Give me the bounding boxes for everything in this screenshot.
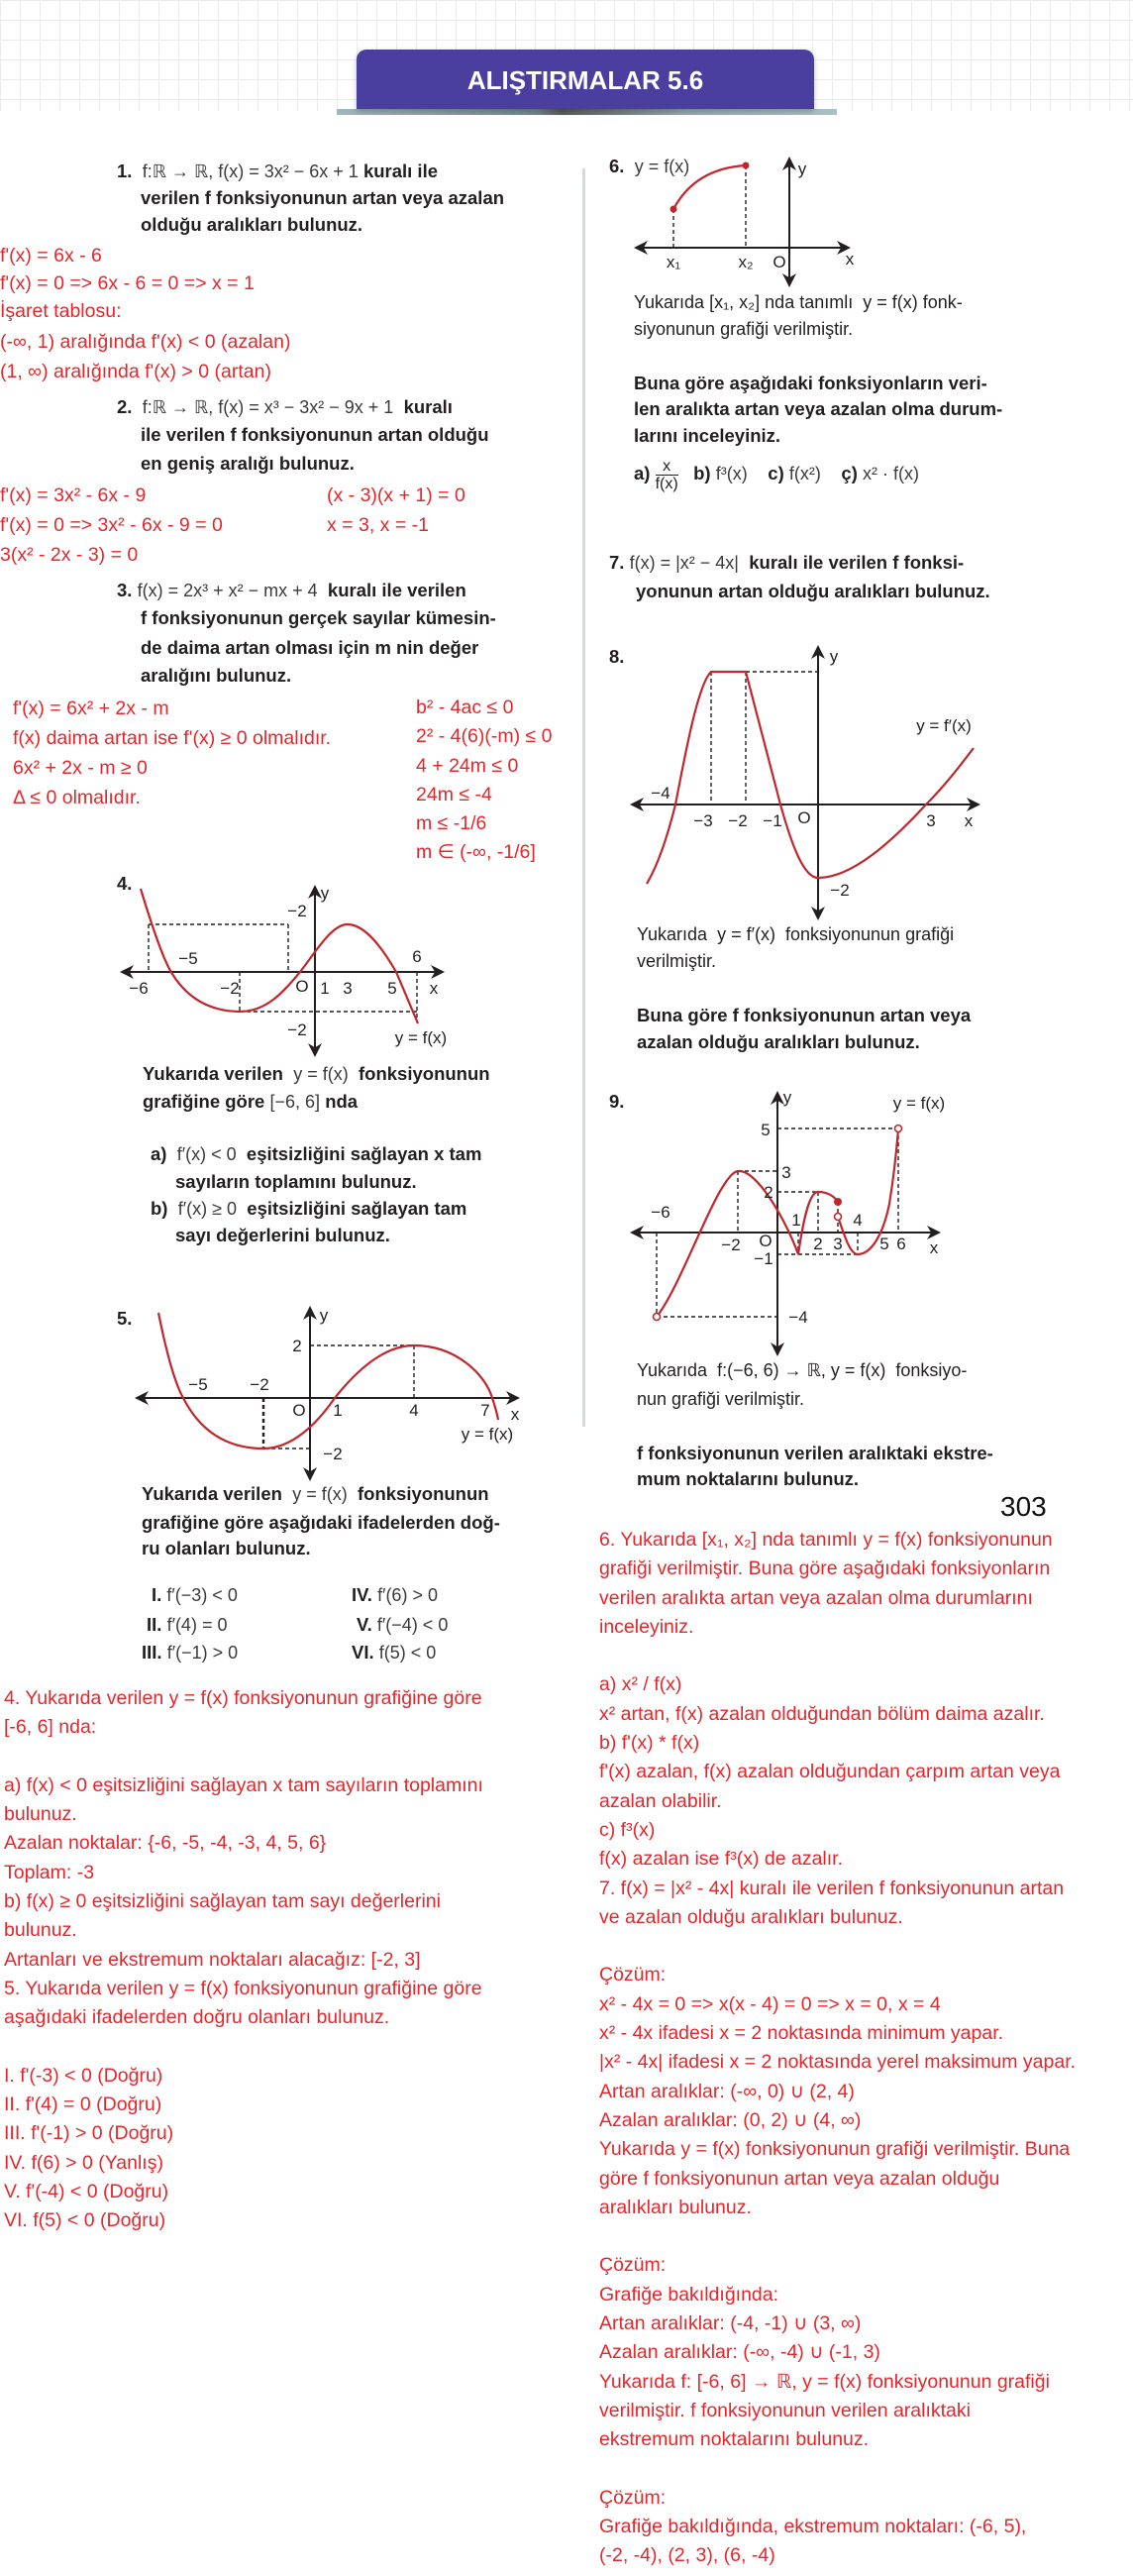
x-tick: −5 xyxy=(178,949,198,968)
interval: [−6, 6] xyxy=(269,1092,321,1112)
annotation-line: II. f'(4) = 0 (Doğru) xyxy=(4,2093,162,2116)
x-axis-label: x xyxy=(929,1238,939,1257)
q2-formula: f:ℝ → ℝ, f(x) = x³ − 3x² − 9x + 1 xyxy=(142,397,394,417)
option-cc-expr: x² · f(x) xyxy=(863,464,919,483)
q4-part-b-2: sayı değerlerini bulunuz. xyxy=(175,1225,390,1245)
text: Yukarıda verilen xyxy=(142,1483,282,1504)
annotation-line: f(x) daima artan ise f'(x) ≥ 0 olmalıdır. xyxy=(13,727,332,749)
q5-item xyxy=(352,1584,438,1606)
y-tick: −1 xyxy=(754,1249,773,1268)
option-a-fraction xyxy=(656,458,678,492)
annotation-line: (-2, -4), (2, 3), (6, -4) xyxy=(599,2544,775,2567)
y-label-bottom: −2 xyxy=(287,1020,307,1039)
annotation-q3-right xyxy=(416,694,552,868)
q8-graph xyxy=(624,644,990,921)
annotation-line: f'(x) = 0 => 3x² - 6x - 9 = 0 xyxy=(0,514,223,536)
q3-number: 3. xyxy=(117,580,133,600)
annotation-line: m ≤ -1/6 xyxy=(416,812,487,835)
q4-text-2 xyxy=(143,1091,358,1113)
x-tick: −3 xyxy=(693,811,713,830)
q2-line-1 xyxy=(117,396,453,418)
q6-text-2: siyonunun grafiği verilmiştir. xyxy=(634,319,854,339)
x-tick: 3 xyxy=(926,811,936,830)
q1-line-2: verilen f fonksiyonunun artan veya azalan xyxy=(141,187,505,208)
annotation-line: Çözüm: xyxy=(599,2254,667,2277)
y-tick: 2 xyxy=(764,1183,773,1202)
annotation-line: f'(x) = 0 => 6x - 6 = 0 => x = 1 xyxy=(0,272,255,294)
formula: f′(x) ≥ 0 xyxy=(177,1199,238,1219)
text: kuralı ile verilen f fonksi- xyxy=(749,552,965,573)
annotation-line: f'(x) = 3x² - 6x - 9 xyxy=(0,484,147,506)
page-number: 303 xyxy=(1000,1491,1047,1522)
x-tick: 5 xyxy=(879,1234,889,1253)
annotation-line: Artanları ve ekstremum noktaları alacağız: [-2, 3] xyxy=(4,1948,421,1971)
x-tick: −2 xyxy=(220,979,240,998)
q2-line-2: ile verilen f fonksiyonunun artan olduğu xyxy=(141,424,489,445)
annotation-line: b) f'(x) * f(x) xyxy=(599,1732,700,1755)
origin-label: O xyxy=(772,253,786,271)
text: fonksiyonunun grafiği xyxy=(784,924,955,944)
guide-lines xyxy=(673,165,746,248)
column-divider xyxy=(582,168,585,1427)
function-curve xyxy=(673,165,746,209)
annotation-line: göre f fonksiyonunun artan veya azalan olduğu xyxy=(599,2167,1000,2190)
derivative-curve xyxy=(647,672,974,884)
annotation-line: 4. Yukarıda verilen y = f(x) fonksiyonunun grafiğine göre xyxy=(4,1687,482,1709)
annotation-line: grafiği verilmiştir. Buna göre aşağıdaki fonksiyonların xyxy=(599,1557,1051,1580)
annotation-line: VI. f(5) < 0 (Doğru) xyxy=(4,2209,166,2232)
annotation-line: Toplam: -3 xyxy=(4,1861,95,1883)
annotation-line xyxy=(4,1743,483,1771)
open-endpoint xyxy=(654,1314,661,1321)
q8-text-1 xyxy=(637,923,954,945)
q4-part-b xyxy=(151,1198,466,1220)
x-tick: 3 xyxy=(343,979,353,998)
y-tick: 3 xyxy=(781,1163,791,1182)
q8-text-2: verilmiştir. xyxy=(637,951,716,971)
q5-number: 5. xyxy=(117,1308,133,1329)
q6-bold-2: len aralıkta artan veya azalan olma durum- xyxy=(634,398,1003,419)
numerator: x xyxy=(663,457,671,475)
header-underline xyxy=(337,109,837,115)
q3-text: kuralı ile verilen xyxy=(327,580,466,600)
q6-number: 6. xyxy=(609,156,625,176)
q5-text-1 xyxy=(142,1483,489,1505)
q8-bold-2: azalan olduğu aralıkları bulunuz. xyxy=(637,1031,920,1052)
formula: f:(−6, 6) → ℝ, y = f(x) xyxy=(717,1360,886,1380)
annotation-line: Artan aralıklar: (-4, -1) ∪ (3, ∞) xyxy=(599,2312,862,2335)
text: fonk- xyxy=(922,292,963,312)
annotation-line xyxy=(599,2222,1076,2251)
q9-number: 9. xyxy=(609,1091,625,1112)
curve-label: y = f(x) xyxy=(634,157,690,176)
option-c-expr: f(x²) xyxy=(788,464,821,483)
y-axis-label: y xyxy=(782,1088,792,1107)
x-axis-label: x xyxy=(845,250,855,268)
x-tick: −2 xyxy=(250,1375,269,1394)
annotation-line: b) f(x) ≥ 0 eşitsizliğini sağlayan tam sayı değerlerini xyxy=(4,1890,441,1913)
x-tick: −6 xyxy=(651,1203,670,1222)
q6-bold-3: larını inceleyiniz. xyxy=(634,425,781,446)
denominator: f(x) xyxy=(655,475,678,492)
item-expr: f′(−3) < 0 xyxy=(166,1585,238,1605)
item-expr: f′(6) > 0 xyxy=(377,1585,438,1605)
annotation-line: 5. Yukarıda verilen y = f(x) fonksiyonunun grafiğine göre xyxy=(4,1977,482,1999)
origin-label: O xyxy=(295,977,309,996)
annotation-line: Azalan aralıklar: (-∞, -4) ∪ (-1, 3) xyxy=(599,2341,880,2364)
annotation-line: c) f³(x) xyxy=(599,1818,656,1841)
text: fonksiyo- xyxy=(895,1360,968,1380)
q5-item xyxy=(142,1642,238,1664)
annotation-line: f'(x) azalan, f(x) azalan olduğundan çarpım artan veya xyxy=(599,1761,1061,1783)
x-tick: −1 xyxy=(763,811,782,830)
annotation-line: verilen aralıkta artan veya azalan olma durumlarını xyxy=(599,1586,1033,1609)
annotation-line: x² artan, f(x) azalan olduğundan bölüm daima azalır. xyxy=(599,1702,1045,1725)
y-tick: −4 xyxy=(788,1308,808,1327)
annotation-line: bulunuz. xyxy=(4,1919,77,1942)
annotation-line: Yukarıda y = f(x) fonksiyonunun grafiği verilmiştir. Buna xyxy=(599,2138,1071,2161)
annotation-line: x² - 4x = 0 => x(x - 4) = 0 => x = 0, x = 4 xyxy=(599,1992,941,2015)
x-tick: 2 xyxy=(813,1234,823,1253)
y-tick: 2 xyxy=(292,1337,302,1355)
q5-graph xyxy=(129,1303,545,1481)
annotation-line: (x - 3)(x + 1) = 0 xyxy=(327,484,465,506)
item-number: III. xyxy=(142,1642,162,1663)
annotation-line: 6x² + 2x - m ≥ 0 xyxy=(13,757,148,779)
formula: y = f(x) xyxy=(863,292,918,312)
q7-line-1 xyxy=(609,552,964,574)
text: Yukarıda xyxy=(637,924,708,944)
annotation-bottom-left xyxy=(4,1684,483,2236)
annotation-line: Çözüm: xyxy=(599,1964,667,1986)
annotation-line: azalan olabilir. xyxy=(599,1789,722,1812)
annotation-line: (1, ∞) aralığında f'(x) > 0 (artan) xyxy=(0,361,271,382)
x-tick: 1 xyxy=(791,1211,801,1230)
x-tick: 1 xyxy=(320,979,330,998)
endpoint xyxy=(670,206,677,213)
text: fonksiyonunun xyxy=(358,1483,489,1504)
annotation-line: III. f'(-1) > 0 (Doğru) xyxy=(4,2122,174,2145)
y-axis-label: y xyxy=(829,647,839,666)
annotation-line: Grafiğe bakıldığında: xyxy=(599,2283,779,2306)
annotation-line: m ∈ (-∞, -1/6] xyxy=(416,841,536,864)
origin-label: O xyxy=(797,808,811,827)
option-cc-label: ç) xyxy=(841,463,858,483)
annotation-line: f'(x) = 6x - 6 xyxy=(0,245,102,267)
q7-number: 7. xyxy=(609,552,625,573)
annotation-line: Artan aralıklar: (-∞, 0) ∪ (2, 4) xyxy=(599,2080,855,2102)
label: a) xyxy=(151,1143,167,1164)
endpoint xyxy=(743,162,750,169)
annotation-line xyxy=(599,2455,1076,2484)
annotation-q2-left xyxy=(0,481,223,570)
annotation-line: aşağıdaki ifadelerden doğru olanları bulunuz. xyxy=(4,2006,390,2029)
curve-label: y = f(x) xyxy=(892,1094,946,1113)
q4-part-a xyxy=(151,1143,481,1165)
annotation-line: Δ ≤ 0 olmalıdır. xyxy=(13,787,141,808)
annotation-line: 6. Yukarıda [x₁, x₂] nda tanımlı y = f(x) fonksiyonunun xyxy=(599,1529,1053,1551)
annotation-line: ve azalan olduğu aralıkları bulunuz. xyxy=(599,1905,903,1928)
annotation-q1-left xyxy=(0,242,255,325)
q4-text-1 xyxy=(143,1063,490,1085)
annotation-line: Azalan aralıklar: (0, 2) ∪ (4, ∞) xyxy=(599,2108,862,2131)
annotation-line: 2² - 4(6)(-m) ≤ 0 xyxy=(416,725,553,748)
item-number: IV. xyxy=(352,1584,372,1605)
text: Yukarıda xyxy=(637,1360,708,1380)
annotation-line: (-∞, 1) aralığında f'(x) < 0 (azalan) xyxy=(0,331,291,353)
text: Yukarıda xyxy=(634,292,705,312)
x-tick: 3 xyxy=(833,1234,843,1253)
q5-item xyxy=(147,1614,227,1636)
x-tick: 4 xyxy=(409,1401,419,1420)
annotation-line xyxy=(4,2033,483,2062)
x-tick: 6 xyxy=(896,1234,906,1253)
annotation-line: x² - 4x ifadesi x = 2 noktasında minimum yapar. xyxy=(599,2022,1004,2045)
origin-label: O xyxy=(292,1401,306,1420)
annotation-line xyxy=(599,1932,1076,1961)
curve-label: y = f(x) xyxy=(461,1425,514,1444)
text: eşitsizliğini sağlayan tam xyxy=(247,1198,467,1219)
option-b-expr: f³(x) xyxy=(715,464,748,483)
option-b-label: b) xyxy=(693,463,711,483)
annotation-line xyxy=(599,1642,1076,1670)
x-tick: 4 xyxy=(853,1211,863,1230)
y-label-top: −2 xyxy=(287,902,307,920)
x-tick: 5 xyxy=(387,979,397,998)
text: eşitsizliğini sağlayan x tam xyxy=(246,1143,482,1164)
q5-text-2: grafiğine göre aşağıdaki ifadelerden doğ- xyxy=(142,1512,500,1533)
item-number: VI. xyxy=(352,1642,374,1663)
q2-text: kuralı xyxy=(403,396,453,417)
q6-text-1 xyxy=(634,291,963,313)
annotation-line: 24m ≤ -4 xyxy=(416,783,492,805)
annotation-q1-right xyxy=(0,327,290,386)
q2-line-3: en geniş aralığı bulunuz. xyxy=(141,453,355,474)
option-c-label: c) xyxy=(768,463,784,483)
option-a-label: a) xyxy=(634,463,651,483)
formula: y = f(x) xyxy=(293,1064,349,1084)
q3-line-4: aralığını bulunuz. xyxy=(141,665,292,686)
formula: y = f(x) xyxy=(292,1484,348,1504)
annotation-line: a) f(x) < 0 eşitsizliğini sağlayan x tam sayıların toplamını xyxy=(4,1773,483,1796)
item-expr: f′(−4) < 0 xyxy=(376,1615,449,1635)
annotation-q2-right xyxy=(327,481,465,540)
annotation-line: Azalan noktalar: {-6, -5, -4, -3, 4, 5, 6} xyxy=(4,1832,327,1855)
item-expr: f′(−1) > 0 xyxy=(166,1643,239,1663)
open-endpoint xyxy=(895,1126,902,1132)
q1-text: kuralı ile xyxy=(362,161,439,181)
annotation-line: Yukarıda f: [-6, 6] → ℝ, y = f(x) fonksiyonunun grafiği xyxy=(599,2370,1050,2393)
q3-formula: f(x) = 2x³ + x² − mx + 4 xyxy=(137,581,318,600)
q4-graph xyxy=(99,877,495,1060)
annotation-q3-left xyxy=(13,694,331,812)
q9-bold-1: f fonksiyonunun verilen aralıktaki ekstre- xyxy=(637,1443,993,1463)
q5-item xyxy=(352,1642,436,1664)
item-number: V. xyxy=(357,1614,372,1635)
y-tick: −2 xyxy=(323,1445,343,1463)
x-tick: −2 xyxy=(721,1235,741,1254)
annotation-line: Çözüm: xyxy=(599,2486,667,2509)
annotation-line: İşaret tablosu: xyxy=(0,300,122,322)
item-expr: f′(4) = 0 xyxy=(166,1615,228,1635)
annotation-line: V. f'(-4) < 0 (Doğru) xyxy=(4,2181,169,2203)
q1-number: 1. xyxy=(117,161,133,181)
annotation-line: 3(x² - 2x - 3) = 0 xyxy=(0,544,139,566)
y-axis-label: y xyxy=(320,884,330,903)
x-tick: −5 xyxy=(188,1375,208,1394)
annotation-line: IV. f(6) > 0 (Yanlış) xyxy=(4,2151,163,2174)
x-tick: 1 xyxy=(333,1401,343,1420)
annotation-line: I. f'(-3) < 0 (Doğru) xyxy=(4,2064,163,2087)
annotation-line: ekstremum noktalarını bulunuz. xyxy=(599,2428,870,2451)
annotation-line: aralıkları bulunuz. xyxy=(599,2196,752,2218)
q6-bold-1: Buna göre aşağıdaki fonksiyonların veri- xyxy=(634,373,987,393)
item-number: I. xyxy=(152,1584,162,1605)
open-point xyxy=(835,1214,842,1221)
text: grafiğine göre xyxy=(143,1091,265,1112)
annotation-line: x = 3, x = -1 xyxy=(327,514,429,536)
annotation-line: 4 + 24m ≤ 0 xyxy=(416,754,519,777)
q3-line-2: f fonksiyonunun gerçek sayılar kümesin- xyxy=(141,607,496,628)
q6-graph xyxy=(624,149,862,287)
y-axis-label: y xyxy=(319,1306,329,1325)
q4-number: 4. xyxy=(117,873,133,894)
function-curve xyxy=(158,1313,498,1449)
annotation-line: inceleyiniz. xyxy=(599,1615,694,1638)
interval: [x₁, x₂] xyxy=(709,292,761,312)
x-axis-label: x xyxy=(429,979,439,998)
q8-number: 8. xyxy=(609,646,625,667)
formula: y = f′(x) xyxy=(717,924,775,944)
q3-line-3: de daima artan olması için m nin değer xyxy=(141,637,479,658)
q5-text-3: ru olanları bulunuz. xyxy=(142,1538,311,1558)
y-tick: 5 xyxy=(761,1121,771,1139)
closed-point xyxy=(834,1198,842,1206)
curve-label: y = f′(x) xyxy=(916,716,972,735)
q9-text-1 xyxy=(637,1359,967,1381)
annotation-line: 7. f(x) = |x² - 4x| kuralı ile verilen f fonksiyonunun artan xyxy=(599,1877,1065,1899)
guide-lines xyxy=(711,672,818,805)
q4-part-a-2: sayıların toplamını bulunuz. xyxy=(175,1171,417,1192)
q9-bold-2: mum noktalarını bulunuz. xyxy=(637,1468,860,1489)
q1-formula: f:ℝ → ℝ, f(x) = 3x² − 6x + 1 xyxy=(142,161,359,181)
x-axis-label: x xyxy=(510,1405,520,1424)
x-tick: −4 xyxy=(651,784,670,803)
item-expr: f(5) < 0 xyxy=(378,1643,437,1663)
item-number: II. xyxy=(147,1614,162,1635)
x2-label: x₂ xyxy=(738,253,754,271)
y-tick: −2 xyxy=(830,881,850,900)
section-title-banner xyxy=(357,50,814,109)
q2-number: 2. xyxy=(117,396,133,417)
q1-line-1 xyxy=(117,161,438,182)
formula: f′(x) < 0 xyxy=(176,1144,237,1164)
q5-item xyxy=(152,1584,238,1606)
annotation-line: b² - 4ac ≤ 0 xyxy=(416,697,514,718)
q6-options xyxy=(634,456,919,492)
annotation-line: f(x) azalan ise f³(x) de azalır. xyxy=(599,1848,843,1871)
q9-text-2: nun grafiği verilmiştir. xyxy=(637,1389,805,1409)
annotation-line: verilmiştir. f fonksiyonunun verilen aralıktaki xyxy=(599,2399,971,2421)
q5-item xyxy=(357,1614,448,1636)
annotation-line: f'(x) = 6x² + 2x - m xyxy=(13,698,169,719)
origin-label: O xyxy=(759,1232,772,1250)
q1-line-3: olduğu aralıkları bulunuz. xyxy=(141,214,363,235)
q8-bold-1: Buna göre f fonksiyonunun artan veya xyxy=(637,1005,972,1025)
annotation-line: |x² - 4x| ifadesi x = 2 noktasında yerel maksimum yapar. xyxy=(599,2051,1077,2074)
annotation-bottom-right xyxy=(599,1526,1076,2571)
q7-line-2: yonunun artan olduğu aralıkları bulunuz. xyxy=(636,581,990,601)
x1-label: x₁ xyxy=(666,253,681,271)
text: nda tanımlı xyxy=(765,292,854,312)
q9-graph xyxy=(624,1085,951,1357)
curve-label: y = f(x) xyxy=(394,1028,448,1047)
annotation-line: Grafiğe bakıldığında, ekstremum noktaları: (-6, 5), xyxy=(599,2516,1027,2538)
x-tick: −6 xyxy=(129,979,149,998)
annotation-line: [-6, 6] nda: xyxy=(4,1716,97,1739)
x-tick: 6 xyxy=(412,947,422,966)
q3-line-1 xyxy=(117,580,466,601)
x-tick: 7 xyxy=(480,1401,490,1420)
q7-formula: f(x) = |x² − 4x| xyxy=(629,553,739,573)
x-tick: −2 xyxy=(728,811,748,830)
annotation-line: a) x² / f(x) xyxy=(599,1673,682,1696)
label: b) xyxy=(151,1198,168,1219)
text: nda xyxy=(325,1091,359,1112)
text: Yukarıda verilen xyxy=(143,1063,283,1084)
y-axis-label: y xyxy=(797,160,807,178)
section-title: ALIŞTIRMALAR 5.6 xyxy=(466,65,704,95)
annotation-line: bulunuz. xyxy=(4,1803,77,1826)
x-axis-label: x xyxy=(964,811,974,830)
text: fonksiyonunun xyxy=(359,1063,490,1084)
